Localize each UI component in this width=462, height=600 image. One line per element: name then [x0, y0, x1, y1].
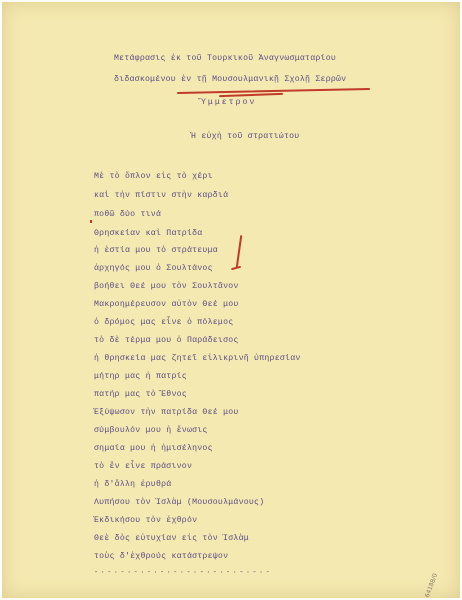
document-page [2, 2, 460, 598]
poem-line: βοήθει Θεέ μου τὸν Σουλτᾶνον [94, 282, 239, 291]
poem-line: ἡ ἑστία μου τὸ στράτευμα [94, 246, 218, 255]
poem-line: ἡ θρησκεία μας ζητεῖ εἰλικρινῆ ὑπηρεσίαν [94, 354, 301, 363]
poem-line: Θρησκείαν καὶ Πατρίδα [94, 229, 203, 238]
poem-line: τὸ δὲ τέρμα μου ὁ Παράδεισος [94, 336, 239, 345]
poem-line: Θεὲ δὸς εὐτυχίαν εἰς τὸν Ἰσλὰμ [94, 534, 249, 543]
poem-line: καὶ τὴν πίστιν στὴν καρδιά [94, 191, 229, 200]
poem-line: τὸ ἓν εἶνε πράσινον [94, 462, 193, 471]
poem-line: μήτηρ μας ἡ πατρίς [94, 372, 187, 381]
poem-line: ὁ δρόμος μας εἶνε ὁ πόλεμος [94, 318, 234, 327]
poem-line: πατήρ μας τὸ Ἔθνος [94, 390, 187, 399]
poem-line: σύμβουλόν μου ἡ ἕνωσις [94, 426, 208, 435]
archive-number: 64188/0 [423, 572, 440, 598]
poem-line: σημαία μου ἡ ἡμισέληνος [94, 444, 213, 453]
red-tick-annotation [231, 266, 241, 270]
ornament-divider: -·-·-·-·-·-·-·-·-·-·-·-·-·- [94, 569, 273, 577]
poem-line: τοὺς δ'ἐχθρούς κατάστρεψον [94, 552, 229, 561]
poem-line: Ἐκδικήσου τὸν ἐχθρόν [94, 516, 198, 525]
red-underline-annotation-2 [219, 93, 283, 97]
poem-line: Μὲ τὸ ὅπλον εἰς τὸ χέρι [94, 172, 213, 181]
red-mark-annotation [90, 220, 92, 223]
poem-line: ἀρχηγός μου ὁ Σουλτάνος [94, 264, 213, 273]
red-bracket-annotation [236, 235, 242, 268]
poem-line: Μακροημέρευσον αὐτὸν Θεέ μου [94, 300, 239, 309]
poem-title: Ἡ εὐχὴ τοῦ στρατιώτου [191, 132, 300, 141]
poem-line: ἡ δ'ἄλλη ἐρυθρά [94, 480, 172, 489]
poem-line: Ἐξύψωσον τὴν πατρίδα Θεέ μου [94, 408, 239, 417]
heading-line-2: διδασκομένου ἐν τῇ Μουσουλμανικῇ Σχολῇ Σερρῶν [114, 75, 347, 84]
poem-line: Λυπήσου τὸν Ἰσλὰμ (Μουσουλμάνους) [94, 498, 265, 507]
subtitle: Ὕμμετρον [201, 98, 257, 107]
heading-line-1: Μετάφρασις ἐκ τοῦ Τουρκικοῦ Ἀναγνωσματαρίου [114, 54, 337, 63]
poem-line: ποθῶ δύο τινά [94, 210, 162, 219]
